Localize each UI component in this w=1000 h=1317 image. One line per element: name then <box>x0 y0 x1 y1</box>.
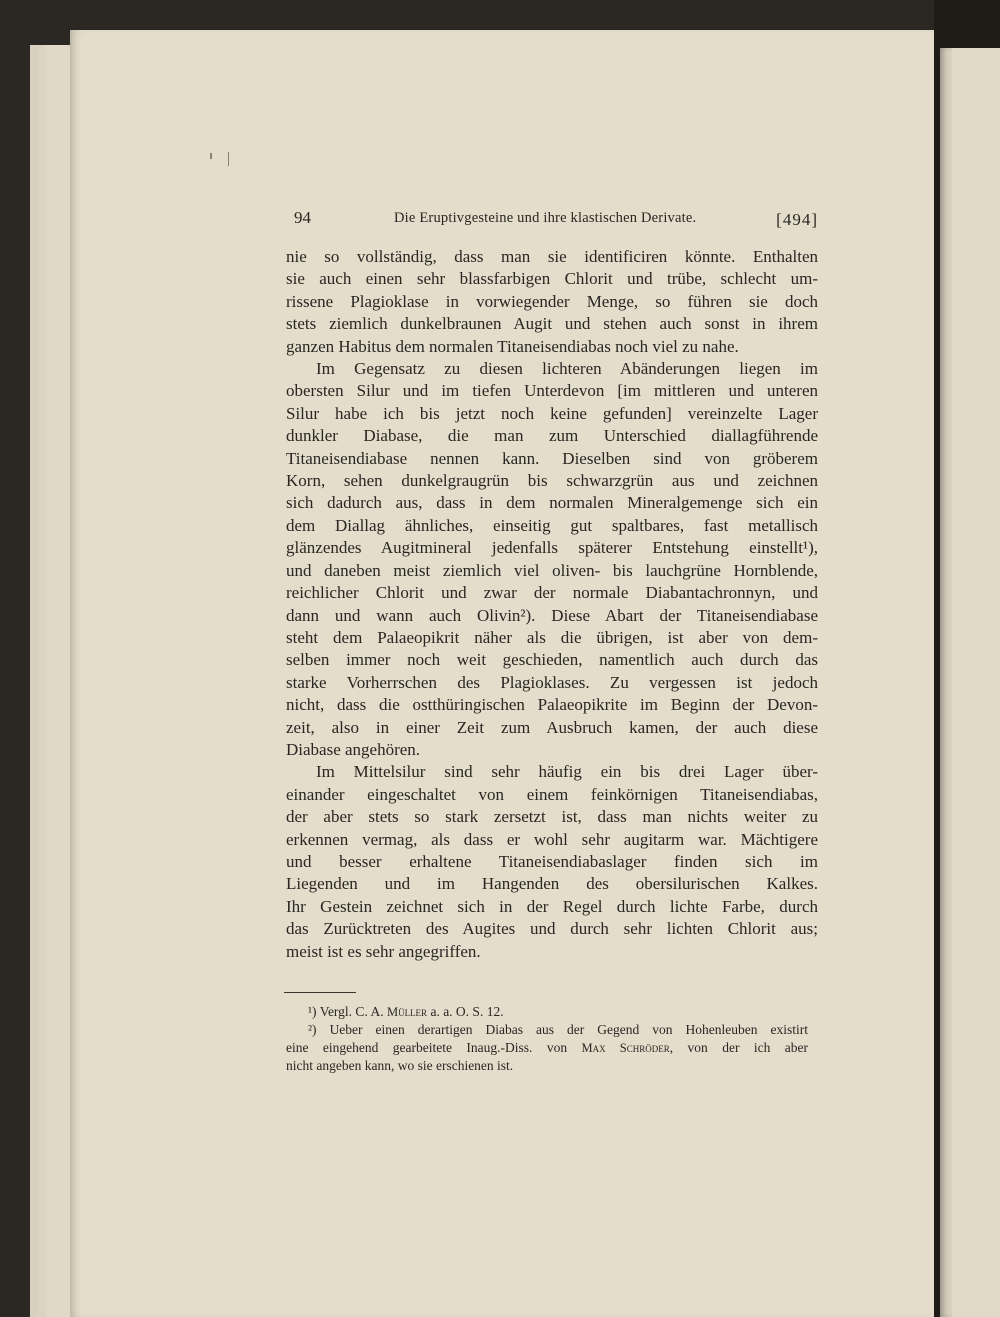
text-line: sie auch einen sehr blassfarbigen Chlorit und trübe, schlecht um- <box>286 269 818 289</box>
page-mark <box>228 152 229 166</box>
footnote-1 <box>286 1003 808 1021</box>
text-line: nicht, dass die ostthüringischen Palaeopikrite im Beginn der Devon- <box>286 695 818 715</box>
paragraph-start-line: Im Mittelsilur sind sehr häufig ein bis drei Lager über- <box>316 762 818 782</box>
footnote-text: , von der ich aber <box>669 1040 808 1055</box>
text-line: starke Vorherrschen des Plagioklases. Zu vergessen ist jedoch <box>286 672 818 692</box>
running-header <box>294 208 818 238</box>
footnote-marker: ¹) <box>308 1004 317 1019</box>
text-line: Silur habe ich bis jetzt noch keine gefunden] vereinzelte Lager <box>286 403 818 423</box>
text-line: erkennen vermag, als dass er wohl sehr augitarm war. Mächtigere <box>286 829 818 849</box>
text-line: nie so vollständig, dass man sie identificiren könnte. Enthalten <box>286 247 818 266</box>
text-line: glänzendes Augitmineral jedenfalls späterer Entstehung einstellt¹), <box>286 538 818 558</box>
footnote-text: Vergl. C. A. <box>319 1004 387 1019</box>
footnotes <box>286 1003 808 1075</box>
body-text <box>286 246 818 963</box>
running-title: Die Eruptivgesteine und ihre klastischen Derivate. <box>394 210 697 226</box>
text-line: selben immer noch weit geschieden, namentlich auch durch das <box>286 650 818 670</box>
text-line: Korn, sehen dunkelgraugrün bis schwarzgrün aus und zeichnen <box>286 471 818 491</box>
text-line: Ihr Gestein zeichnet sich in der Regel durch lichte Farbe, durch <box>286 896 818 916</box>
author-name: Max Schröder <box>581 1041 670 1055</box>
bracket-page-number: [494] <box>776 210 818 229</box>
text-line: ganzen Habitus dem normalen Titaneisendiabas noch viel zu nahe. <box>286 336 739 356</box>
footnote-text: a. a. O. S. 12. <box>427 1004 504 1019</box>
page-mark <box>210 153 212 159</box>
footnote-2-line <box>286 1039 808 1057</box>
text-line: dunkler Diabase, die man zum Unterschied diallagführende <box>286 426 818 446</box>
text-line: obersten Silur und im tiefen Unterdevon [im mittleren und unteren <box>286 381 818 401</box>
text-line: Liegenden und im Hangenden des obersilurischen Kalkes. <box>286 874 818 894</box>
page-number: 94 <box>294 208 311 227</box>
text-line: meist ist es sehr angegriffen. <box>286 941 481 961</box>
text-line: der aber stets so stark zersetzt ist, dass man nichts weiter zu <box>286 807 818 827</box>
text-line: reichlicher Chlorit und zwar der normale Diabantachronnyn, und <box>286 583 818 603</box>
footnote-text: Ueber einen derartigen Diabas aus der Gegend von Hohenleuben existirt <box>329 1022 809 1037</box>
text-line: rissene Plagioklase in vorwiegender Menge, so führen sie doch <box>286 291 818 311</box>
footnote-2-line: nicht angeben kann, wo sie erschienen ist. <box>286 1058 514 1073</box>
paragraph-start-line: Im Gegensatz zu diesen lichteren Abänderungen liegen im <box>316 359 818 379</box>
footnote-2 <box>286 1021 808 1039</box>
text-line: Titaneisendiabase nennen kann. Dieselben sind von gröberem <box>286 448 818 468</box>
text-line: einander eingeschaltet von einem feinkörnigen Titaneisendiabas, <box>286 784 818 804</box>
author-name: Müller <box>386 1005 428 1019</box>
text-line: dem Diallag ähnliches, einseitig gut spaltbares, fast metallisch <box>286 515 818 535</box>
text-line: Diabase angehören. <box>286 739 421 759</box>
text-line: und besser erhaltene Titaneisendiabaslager finden sich im <box>286 851 818 871</box>
text-line: zeit, also in einer Zeit zum Ausbruch kamen, der auch diese <box>286 717 818 737</box>
text-line: und daneben meist ziemlich viel oliven- bis lauchgrüne Hornblende, <box>286 560 818 580</box>
text-line: das Zurücktreten des Augites und durch sehr lichten Chlorit aus; <box>286 919 818 939</box>
text-line: steht dem Palaeopikrit näher als die übrigen, ist aber von dem- <box>286 627 818 647</box>
footnote-text: eine eingehend gearbeitete Inaug.-Diss. von <box>286 1040 582 1055</box>
footnote-marker: ²) <box>308 1022 317 1037</box>
text-line: dann und wann auch Olivin²). Diese Abart der Titaneisendiabase <box>286 605 818 625</box>
text-line: stets ziemlich dunkelbraunen Augit und stehen auch sonst in ihrem <box>286 314 818 334</box>
facing-page-edge <box>940 48 1000 1317</box>
text-line: sich dadurch aus, dass in dem normalen Mineralgemenge sich ein <box>286 493 818 513</box>
footnote-divider <box>284 992 356 993</box>
